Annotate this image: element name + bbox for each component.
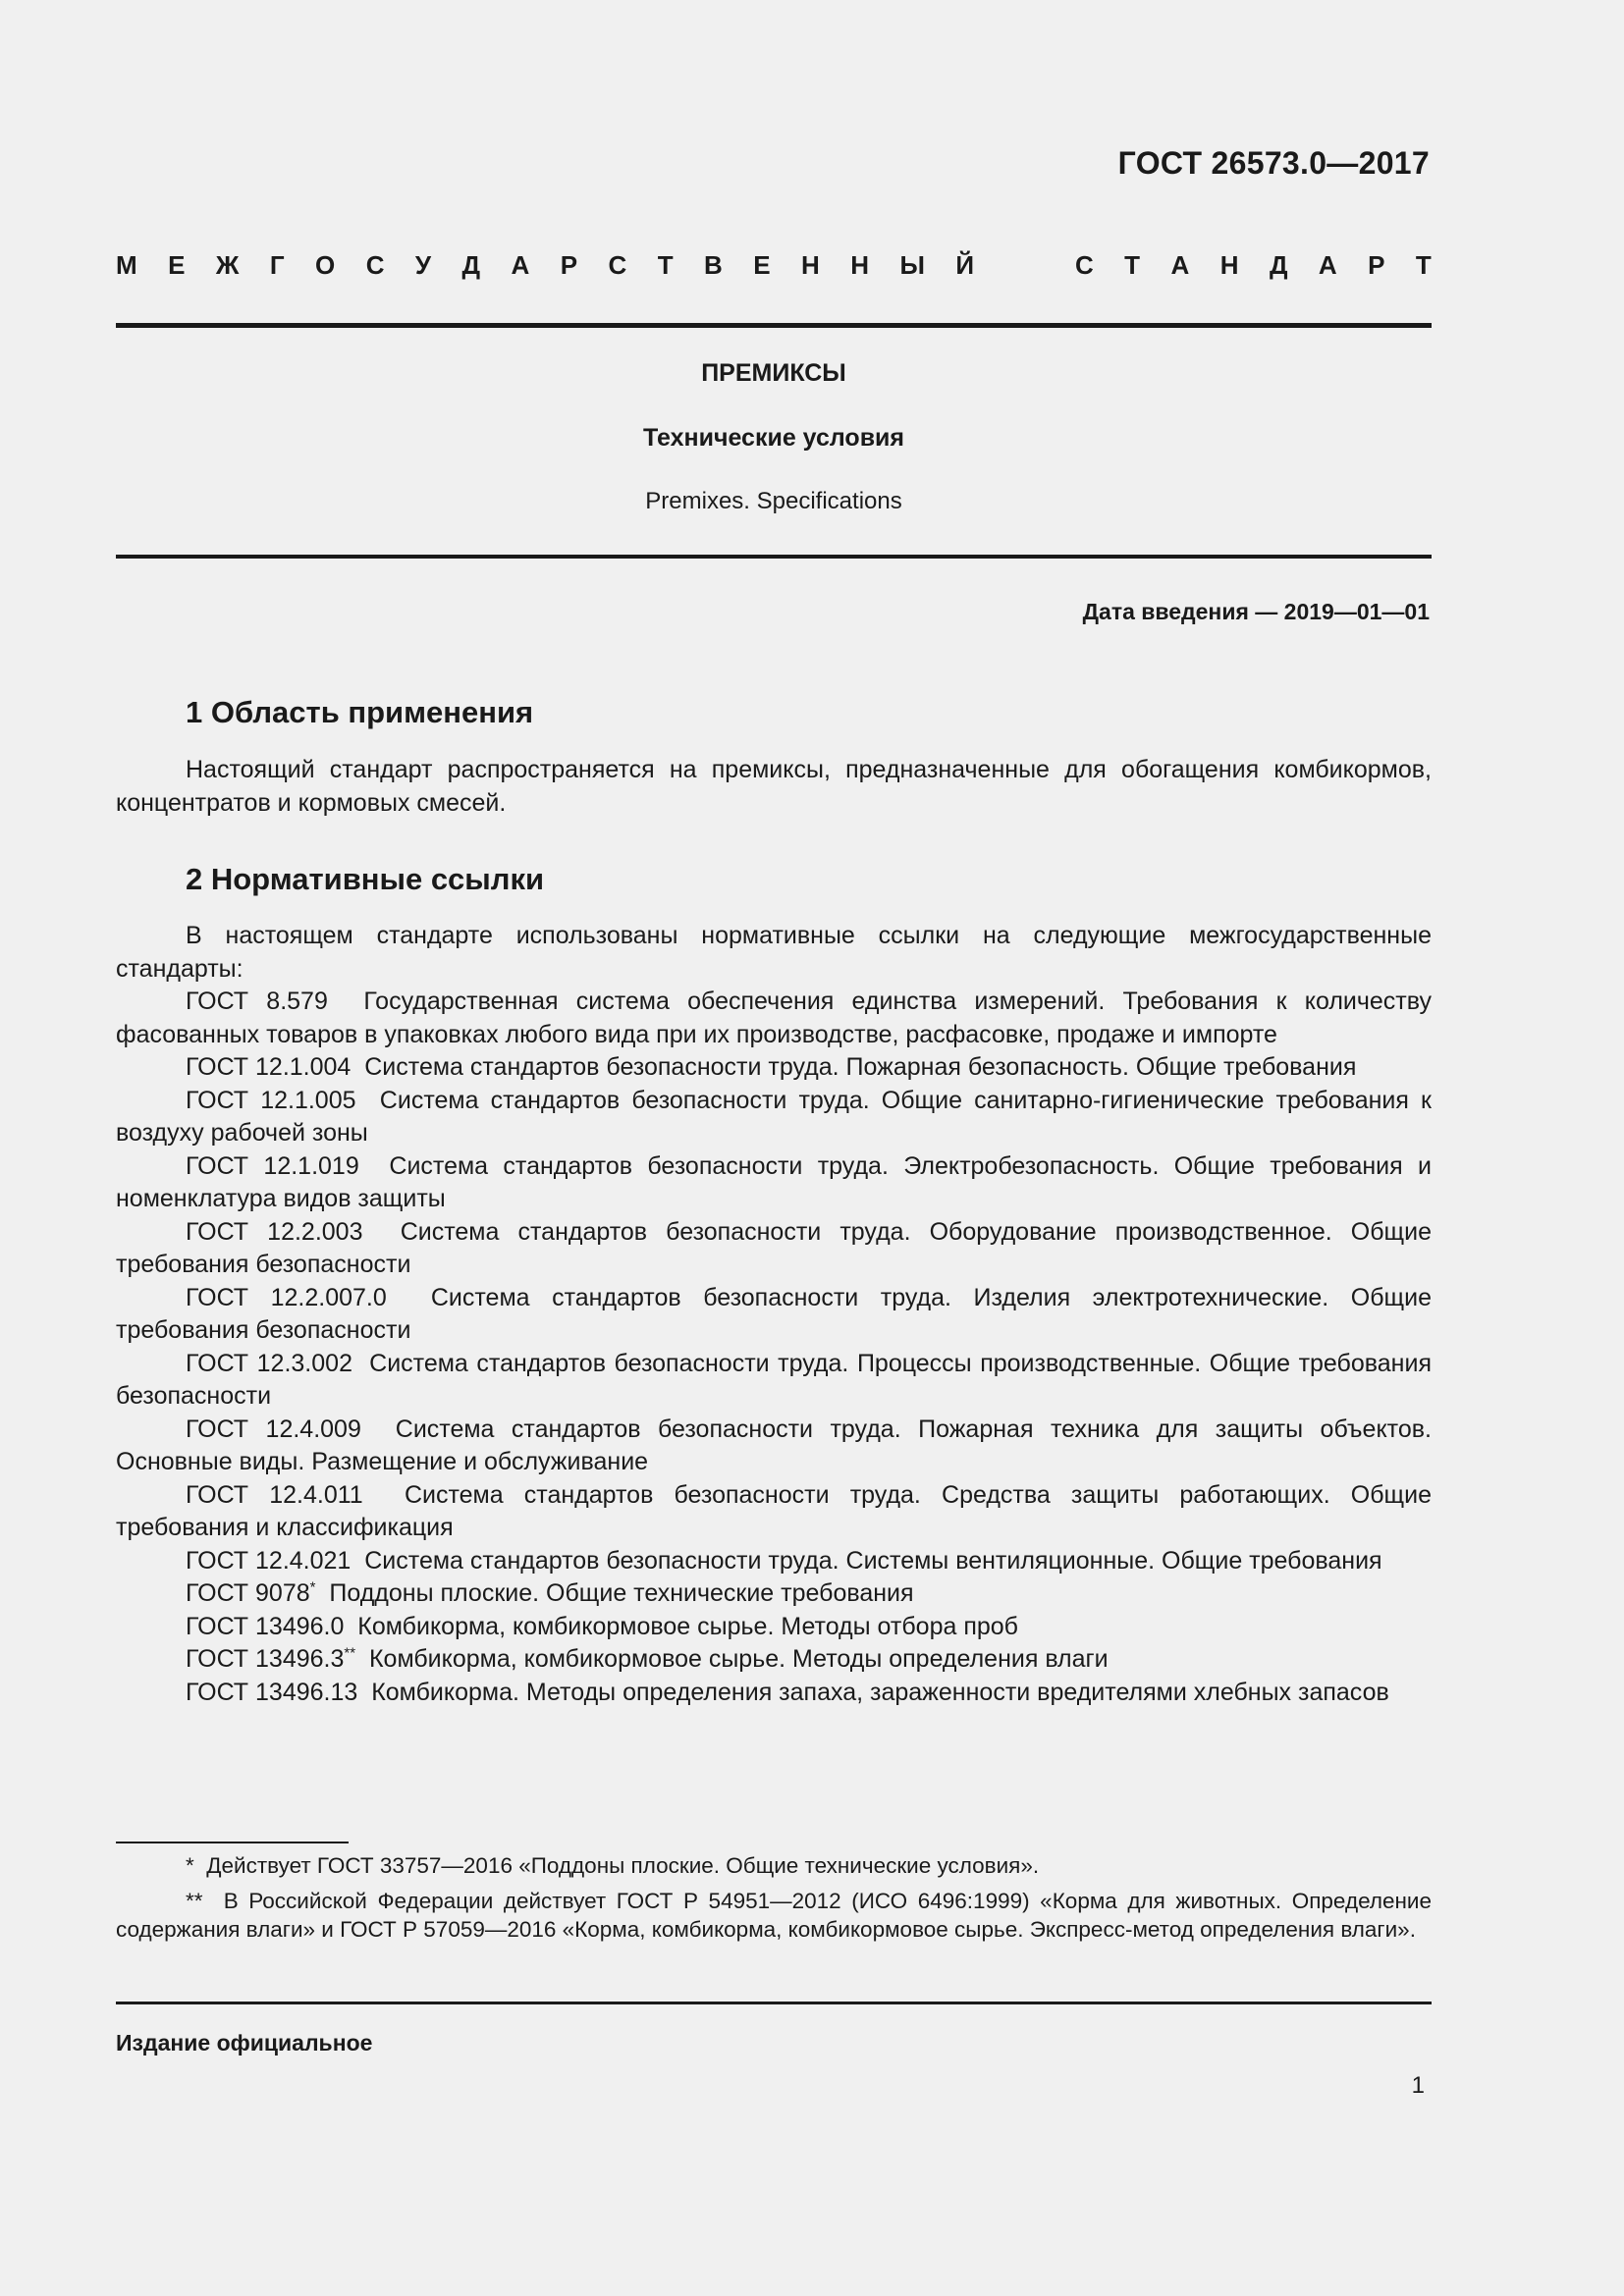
- reference-title: Система стандартов безопасности труда. Пожарная безопасность. Общие требования: [364, 1053, 1357, 1081]
- banner-letter: С: [1074, 250, 1094, 280]
- section-2-heading: 2 Нормативные ссылки: [186, 862, 545, 896]
- reference-code: ГОСТ 12.1.005: [186, 1086, 356, 1114]
- reference-code: ГОСТ 13496.13: [186, 1678, 358, 1706]
- reference-code: ГОСТ 12.2.003: [186, 1217, 363, 1246]
- section-2-intro: В настоящем стандарте использованы нормативные ссылки на следующие межгосударственные стандарты:: [116, 922, 1432, 983]
- reference-code: ГОСТ 12.4.009: [186, 1415, 361, 1443]
- section-2-body: [116, 920, 1432, 1709]
- reference-title: Государственная система обеспечения единства измерений. Требования к количеству фасованных товаров в упаковках любого вида при их производстве, расфасовке, продаже и импорте: [116, 988, 1432, 1048]
- introduction-date: Дата введения — 2019—01—01: [1082, 599, 1430, 624]
- footnote-divider: [116, 1842, 349, 1843]
- reference-item: [116, 1085, 1432, 1150]
- reference-title: Комбикорма, комбикормовое сырье. Методы определения влаги: [368, 1645, 1109, 1673]
- footnote-mark: *: [186, 1853, 194, 1878]
- banner-letter: А: [1318, 250, 1337, 280]
- reference-code: ГОСТ 8.579: [186, 988, 328, 1015]
- reference-code: ГОСТ 13496.3: [186, 1645, 345, 1673]
- reference-title: Система стандартов безопасности труда. Оборудование производственное. Общие требования безопасности: [116, 1217, 1432, 1278]
- edition-label: Издание официальное: [116, 2030, 373, 2056]
- banner-letter: В: [704, 250, 723, 280]
- reference-item: [116, 1150, 1432, 1216]
- bottom-divider: [116, 2002, 1432, 2004]
- reference-item: [116, 1643, 1432, 1677]
- reference-code: ГОСТ 12.4.021: [186, 1546, 352, 1575]
- banner-letter: А: [511, 250, 530, 280]
- banner-letter: Р: [1368, 250, 1385, 280]
- banner-letter: Д: [461, 250, 481, 280]
- section-1-heading: 1 Область применения: [186, 695, 534, 729]
- reference-item: [116, 1577, 1432, 1611]
- interstate-standard-banner: [116, 250, 1432, 281]
- reference-title: Система стандартов безопасности труда. Процессы производственные. Общие требования безопасности: [116, 1349, 1432, 1410]
- banner-letter: Й: [955, 250, 975, 280]
- banner-letter: О: [315, 250, 336, 280]
- footnote-item: [116, 1887, 1432, 1944]
- reference-item: [116, 986, 1432, 1051]
- reference-title: Система стандартов безопасности труда. Общие санитарно-гигиенические требования к воздуху рабочей зоны: [116, 1086, 1432, 1147]
- reference-item: [116, 1216, 1432, 1282]
- reference-item: [116, 1282, 1432, 1348]
- title-divider: [116, 555, 1432, 559]
- document-code: ГОСТ 26573.0—2017: [1117, 145, 1430, 181]
- banner-letter: Т: [1124, 250, 1141, 280]
- banner-letter: Н: [801, 250, 820, 280]
- footnote-text: Действует ГОСТ 33757—2016 «Поддоны плоские. Общие технические условия».: [206, 1853, 1040, 1878]
- top-divider: [116, 323, 1432, 328]
- english-title: Premixes. Specifications: [645, 488, 902, 514]
- reference-item: [116, 1545, 1432, 1578]
- banner-letter: Е: [168, 250, 186, 280]
- page-number: 1: [1411, 2072, 1425, 2099]
- footnotes: [116, 1851, 1432, 1950]
- banner-letter: Ж: [215, 250, 240, 280]
- banner-letter: Н: [850, 250, 870, 280]
- reference-code: ГОСТ 12.1.019: [186, 1151, 359, 1180]
- reference-code: ГОСТ 12.4.011: [186, 1480, 363, 1509]
- reference-item: [116, 1414, 1432, 1479]
- reference-title: Комбикорма, комбикормовое сырье. Методы отбора проб: [357, 1612, 1018, 1640]
- reference-code: ГОСТ 13496.0: [186, 1612, 345, 1640]
- reference-item: [116, 1677, 1432, 1710]
- banner-letter: Н: [1219, 250, 1239, 280]
- banner-letter: Ы: [899, 250, 925, 280]
- banner-letter: Д: [1269, 250, 1288, 280]
- banner-letter: С: [608, 250, 627, 280]
- reference-title: Система стандартов безопасности труда. Средства защиты работающих. Общие требования и классификация: [116, 1480, 1432, 1541]
- banner-letter: Т: [657, 250, 674, 280]
- reference-title: Система стандартов безопасности труда. Электробезопасность. Общие требования и номенклатура видов защиты: [116, 1151, 1432, 1212]
- reference-item: [116, 1479, 1432, 1545]
- footnote-marker: *: [309, 1578, 316, 1596]
- footnote-marker: **: [344, 1644, 356, 1662]
- banner-word-gap: [1005, 250, 1045, 281]
- reference-code: ГОСТ 12.1.004: [186, 1053, 352, 1081]
- document-title: ПРЕМИКСЫ: [701, 359, 846, 387]
- banner-letter: Г: [269, 250, 285, 280]
- reference-title: Система стандартов безопасности труда. Изделия электротехнические. Общие требования безопасности: [116, 1283, 1432, 1344]
- banner-letter: Е: [753, 250, 771, 280]
- banner-letter: У: [414, 250, 432, 280]
- section-1-paragraph: Настоящий стандарт распространяется на премиксы, предназначенные для обогащения комбикормов, концентратов и кормовых смесей.: [116, 756, 1432, 817]
- banner-letter: А: [1170, 250, 1190, 280]
- footnote-text: В Российской Федерации действует ГОСТ Р 54951—2012 (ИСО 6496:1999) «Корма для животных. Определение содержания влаги» и ГОСТ Р 57059—2016 «Корма, комбикорма, комбикормовое сырье. Экспресс-метод определения влаги».: [116, 1889, 1432, 1942]
- document-subtitle: Технические условия: [642, 424, 905, 452]
- reference-item: [116, 1611, 1432, 1644]
- section-1-body: [116, 754, 1432, 820]
- reference-item: [116, 1051, 1432, 1085]
- reference-title: Система стандартов безопасности труда. Пожарная техника для защиты объектов. Основные виды. Размещение и обслуживание: [116, 1415, 1432, 1475]
- footnote-mark: **: [186, 1889, 203, 1913]
- banner-letter: С: [365, 250, 385, 280]
- reference-item: [116, 1348, 1432, 1414]
- banner-letter: Р: [560, 250, 578, 280]
- reference-title: Поддоны плоские. Общие технические требования: [329, 1579, 914, 1607]
- reference-code: ГОСТ 9078: [186, 1579, 310, 1607]
- reference-title: Комбикорма. Методы определения запаха, зараженности вредителями хлебных запасов: [371, 1678, 1389, 1706]
- reference-code: ГОСТ 12.3.002: [186, 1349, 352, 1377]
- footnote-item: [116, 1851, 1432, 1880]
- reference-code: ГОСТ 12.2.007.0: [186, 1283, 387, 1311]
- banner-letter: М: [116, 250, 137, 280]
- reference-title: Система стандартов безопасности труда. Системы вентиляционные. Общие требования: [364, 1546, 1382, 1575]
- banner-letter: Т: [1415, 250, 1432, 280]
